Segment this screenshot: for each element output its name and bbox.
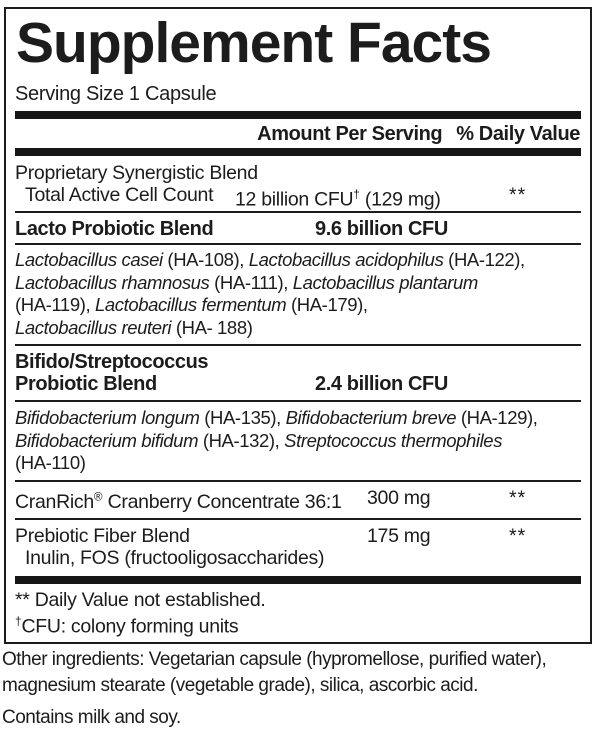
cranrich-amount: 300 mg bbox=[367, 486, 431, 509]
thick-divider-bottom bbox=[15, 576, 581, 584]
prebiotic-fiber-label: Prebiotic Fiber Blend bbox=[15, 525, 190, 547]
species-list-bifido bbox=[15, 407, 581, 475]
row-lacto-blend bbox=[15, 218, 581, 240]
lacto-blend-amount: 9.6 billion CFU bbox=[315, 218, 448, 240]
species-line: Bifidobacterium bifidum (HA-132), Streptococcus thermophiles bbox=[15, 429, 503, 451]
separator bbox=[15, 518, 581, 520]
footnote-cfu: †CFU: colony forming units bbox=[15, 615, 239, 638]
row-prebiotic-fiber bbox=[15, 525, 581, 569]
row-bifido-blend bbox=[15, 351, 581, 395]
supplement-facts-panel bbox=[4, 7, 592, 644]
proprietary-blend-title: Proprietary Synergistic Blend bbox=[15, 162, 258, 184]
other-ingredients-text: Other ingredients: Vegetarian capsule (hypromellose, purified water), magnesium stearate (vegetable grade), silica, ascorbic acid. bbox=[2, 649, 547, 696]
total-active-cell-count-label: Total Active Cell Count bbox=[25, 184, 214, 206]
separator bbox=[15, 344, 581, 346]
lacto-blend-title: Lacto Probiotic Blend bbox=[15, 218, 214, 240]
bifido-blend-title-row bbox=[15, 373, 581, 395]
amount-per-serving-header: Amount Per Serving bbox=[257, 123, 443, 145]
cranrich-dv: ** bbox=[509, 486, 527, 509]
separator bbox=[15, 480, 581, 482]
separator bbox=[15, 243, 581, 245]
row-proprietary-blend bbox=[15, 162, 581, 211]
serving-size: Serving Size 1 Capsule bbox=[15, 83, 217, 105]
total-active-cell-count-dv: ** bbox=[509, 184, 527, 206]
prebiotic-fiber-amount: 175 mg bbox=[367, 525, 431, 547]
species-line: Lactobacillus casei (HA-108), Lactobacillus acidophilus (HA-122), bbox=[15, 249, 525, 270]
panel-title: Supplement Facts bbox=[16, 11, 491, 75]
prebiotic-fiber-main bbox=[15, 525, 581, 547]
daily-value-header: % Daily Value bbox=[456, 123, 580, 145]
species-line: (HA-119), Lactobacillus fermentum (HA-179), bbox=[15, 294, 368, 315]
cranrich-label: CranRich® Cranberry Concentrate 36:1 bbox=[15, 490, 342, 513]
separator bbox=[15, 400, 581, 402]
thick-divider-header bbox=[15, 148, 581, 156]
bifido-blend-title-line1: Bifido/Streptococcus bbox=[15, 351, 209, 373]
column-headers bbox=[15, 122, 581, 146]
prebiotic-fiber-dv: ** bbox=[509, 525, 527, 547]
row-cranrich bbox=[15, 487, 581, 514]
bifido-blend-title-line2: Probiotic Blend bbox=[15, 373, 157, 395]
allergen-statement: Contains milk and soy. bbox=[2, 707, 181, 728]
bifido-blend-amount: 2.4 billion CFU bbox=[315, 373, 448, 395]
species-line: Lactobacillus reuteri (HA- 188) bbox=[15, 316, 253, 338]
footnote-daily-value: ** Daily Value not established. bbox=[15, 589, 266, 611]
species-line: (HA-110) bbox=[15, 452, 86, 473]
separator bbox=[15, 211, 581, 213]
species-list-lacto bbox=[15, 249, 581, 339]
species-line: Lactobacillus rhamnosus (HA-111), Lactobacillus plantarum bbox=[15, 271, 478, 293]
total-active-cell-count-amount: 12 billion CFU† (129 mg) bbox=[235, 188, 441, 211]
prebiotic-fiber-sub: Inulin, FOS (fructooligosaccharides) bbox=[25, 547, 325, 569]
species-line: Bifidobacterium longum (HA-135), Bifidobacterium breve (HA-129), bbox=[15, 407, 538, 428]
total-active-cell-count-row bbox=[15, 184, 581, 211]
thick-divider-top bbox=[15, 111, 581, 119]
